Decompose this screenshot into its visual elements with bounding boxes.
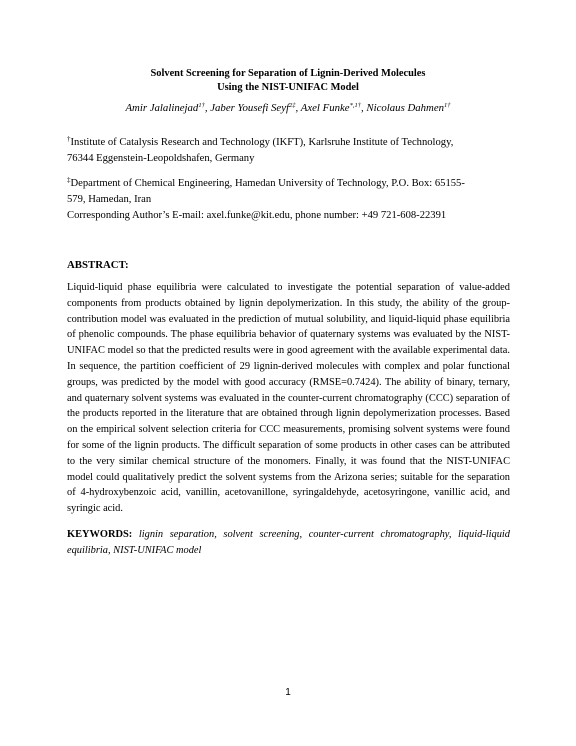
author-affiliation-marks: 2‡ [289, 102, 296, 109]
affiliation-line: 76344 Eggenstein-Leopoldshafen, Germany [67, 153, 255, 164]
author-list: Amir Jalalinejad$^{1\dagger}$, Jaber Yousefi Seyf$^{2\ddagger}$, Axel Funke$^{*,1\dagger}$, Nicolaus Dahmen$^{1\dagger}$ [125, 102, 451, 114]
abstract-heading: ABSTRACT: [67, 259, 129, 271]
author-name: Axel Funke [300, 102, 350, 114]
paper-title-line-1: Solvent Screening for Separation of Lignin-Derived Molecules [150, 68, 426, 79]
affiliation-mark: ‡ [67, 176, 71, 184]
author-affiliation-marks: 1† [198, 102, 205, 109]
corresponding-author: Corresponding Author’s E-mail: axel.funke@kit.edu, phone number: +49 721-608-22391 [67, 210, 447, 221]
author-name: Jaber Yousefi Seyf [210, 102, 290, 114]
author-name: Nicolaus Dahmen [366, 102, 445, 114]
keywords-text: lignin separation, solvent screening, counter-current chromatography, liquid-liquid equilibria, NIST-UNIFAC model [67, 529, 510, 556]
affiliation-mark: † [67, 135, 71, 143]
keywords-paragraph [67, 527, 510, 559]
keywords-label: KEYWORDS: [67, 529, 133, 540]
affiliation-line: 579, Hamedan, Iran [67, 194, 152, 205]
affiliation-line: †Institute of Catalysis Research and Technology (IKFT), Karlsruhe Institute of Technology, [67, 135, 454, 148]
author-affiliation-marks: *,1† [349, 102, 361, 109]
affiliation-line: ‡Department of Chemical Engineering, Hamedan University of Technology, P.O. Box: 65155- [67, 176, 465, 189]
author-affiliation-marks: 1† [444, 102, 451, 109]
paper-title-line-2: Using the NIST-UNIFAC Model [217, 82, 359, 93]
affiliation-kit [67, 135, 513, 167]
page-number: 1 [285, 687, 291, 698]
affiliation-hamedan [67, 176, 513, 224]
abstract-text: Liquid-liquid phase equilibria were calculated to investigate the potential separation of value-added components from products obtained by lignin depolymerization. In this study, the ability of the group-contribution model was evaluated in the prediction of mutual solubility, and liquid-liquid phase equilibria of phenolic compounds. The phase equilibria behavior of quaternary systems was evaluated by the NIST-UNIFAC model so that the predicted results were in good agreement with the available experimental data. In sequence, the partition coefficient of 29 lignin-derived molecules with complex and polar functional groups, was predicted by the model with good accuracy (RMSE=0.7424). The ability of binary, ternary, and quaternary solvent systems was evaluated in the counter-current chromatography (CCC) separation of the products reported in the literature that are obtained through lignin depolymerization processes. Based on the empirical solvent selection criteria for CCC measurements, promising solvent systems were found for some of the lignin products. The difficult separation of some products in other cases can be attributed to the very similar chemical structure of the monomers. Finally, it was found that the NIST-UNIFAC model could qualitatively predict the solvent systems from the Arizona series; suitable for the separation of 4-hydroxybenzoic acid, vanillin, acetovanillone, syringaldehyde, acetosyringone, vanillic acid, and syringic acid. [67, 282, 510, 515]
author-name: Amir Jalalinejad [125, 102, 199, 114]
